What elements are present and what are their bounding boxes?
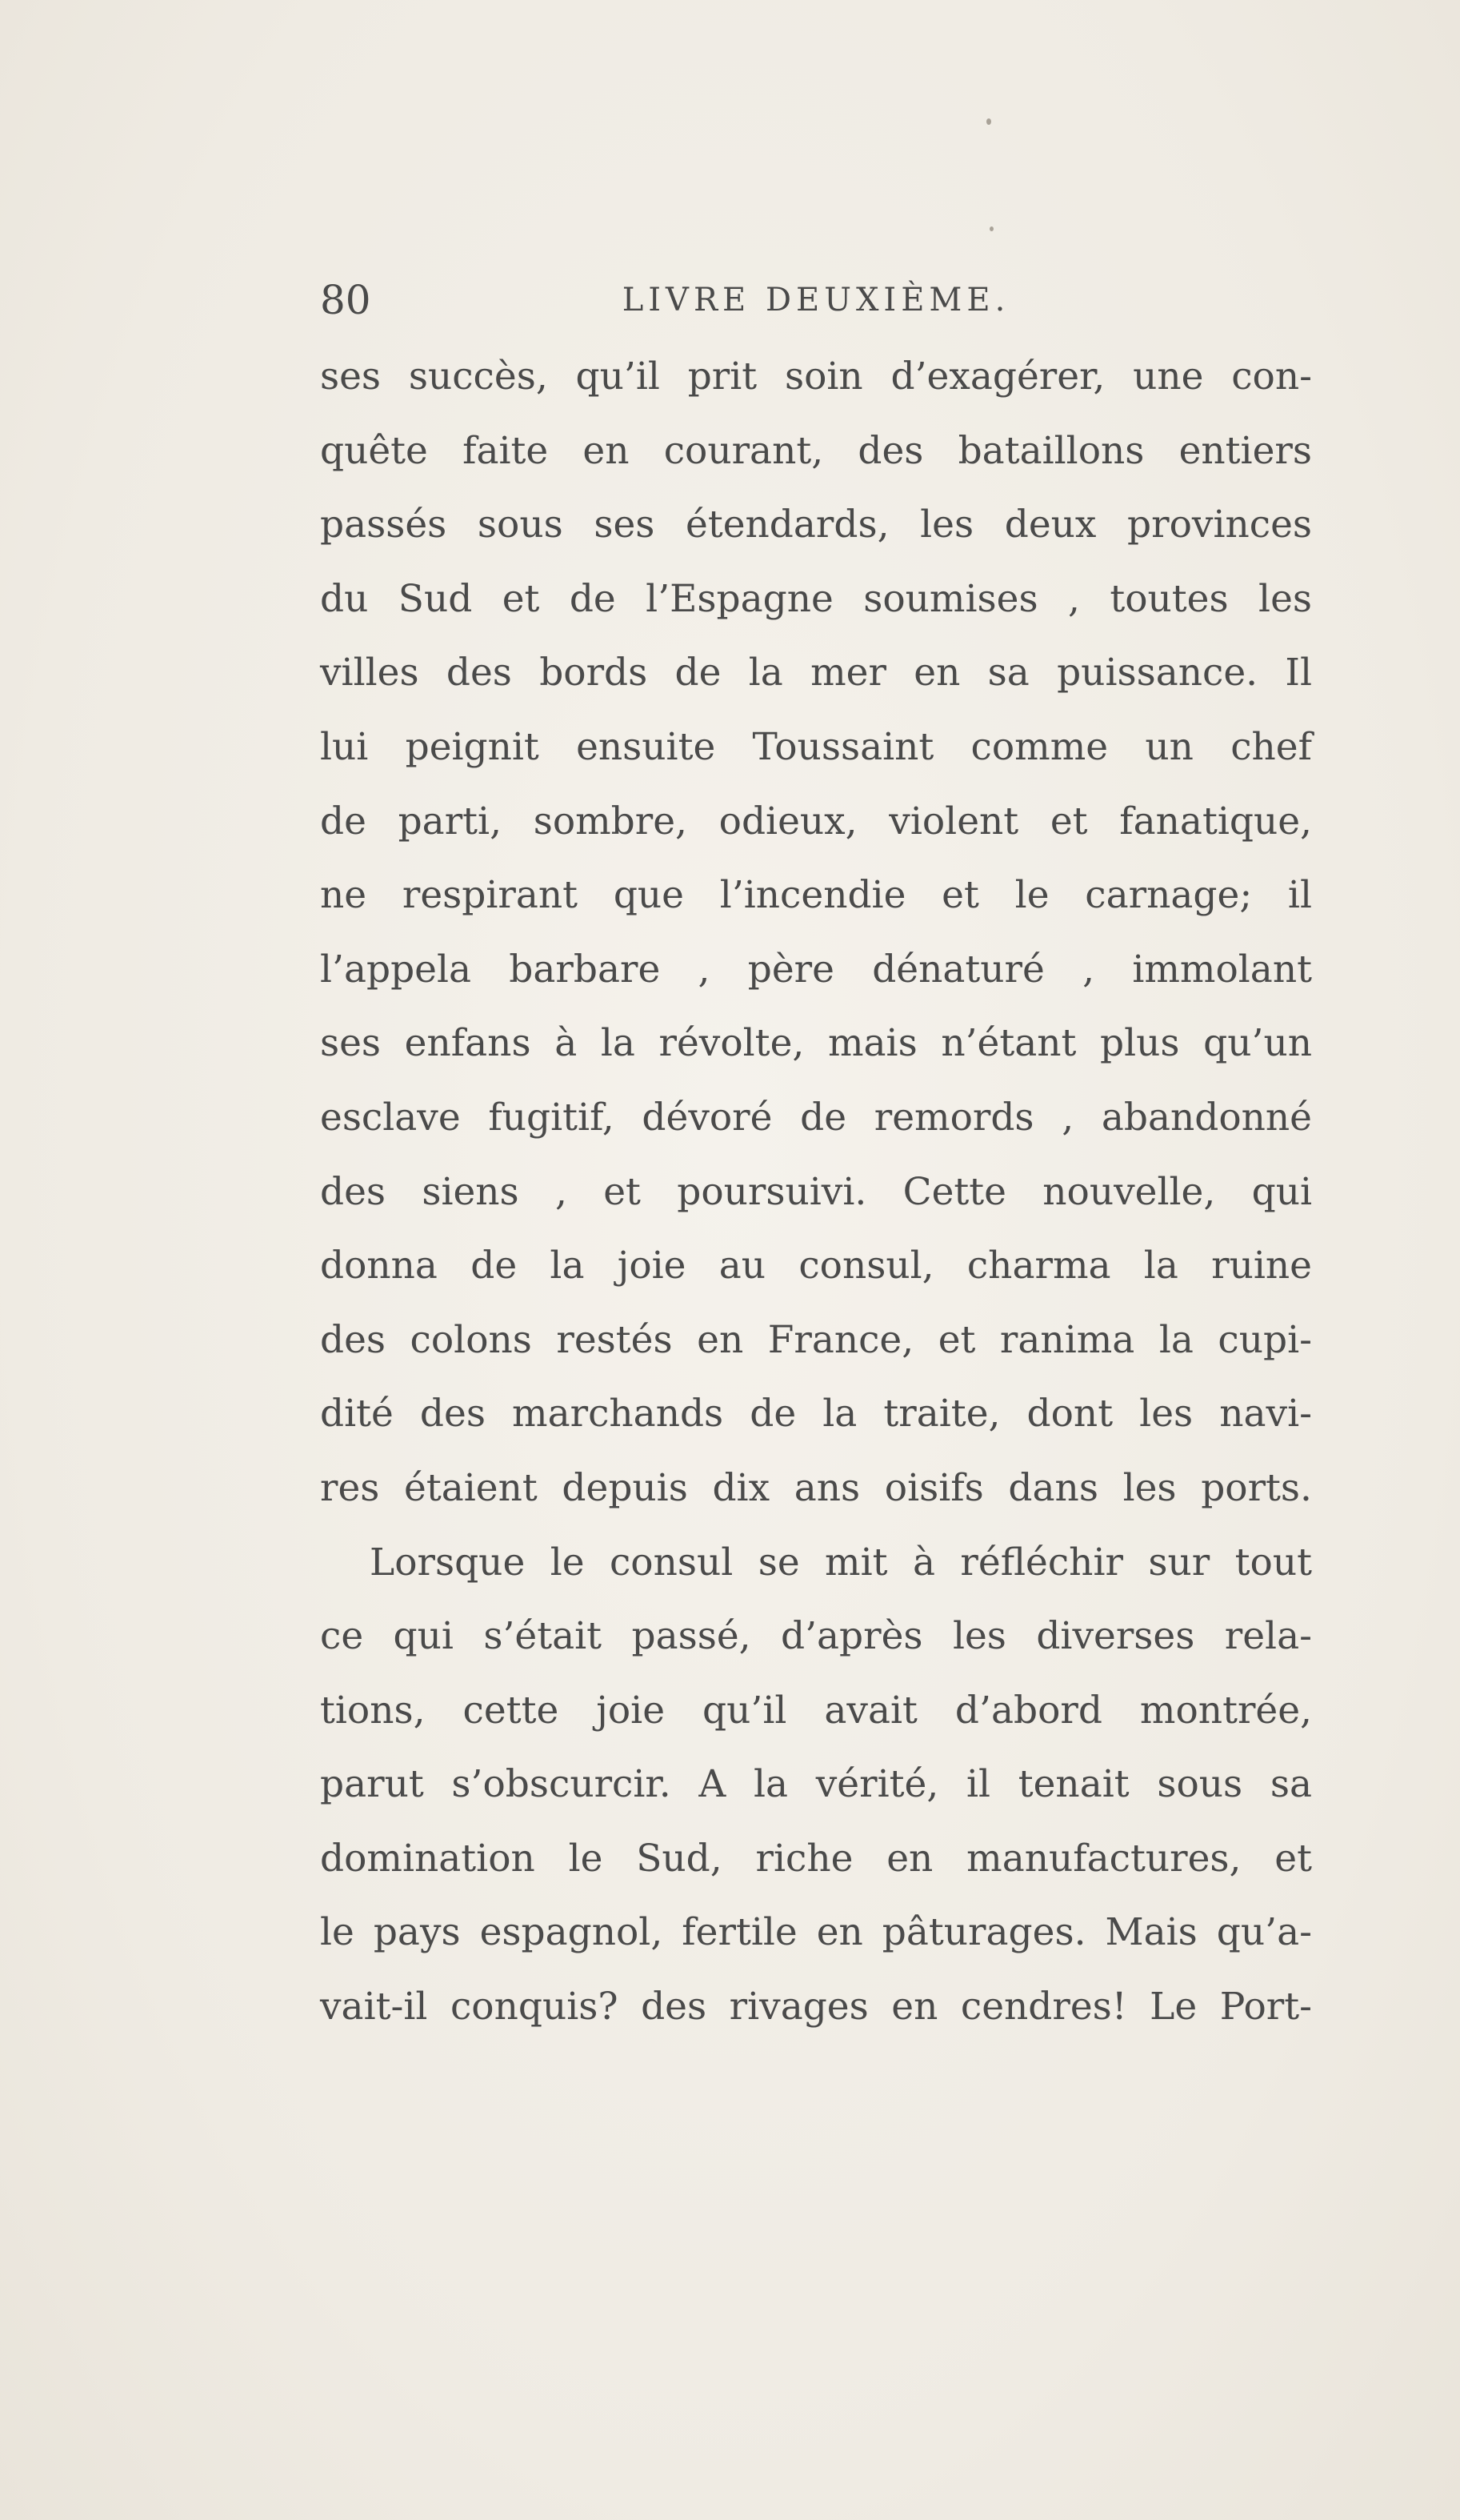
text-line: lui peignit ensuite Toussaint comme un chef: [320, 724, 1312, 769]
text-line: dité des marchands de la traite, dont les navi-: [320, 1392, 1312, 1436]
page-header: [320, 264, 1312, 336]
ink-speck: [990, 226, 994, 231]
text-line: villes des bords de la mer en sa puissance. Il: [320, 651, 1312, 695]
text-line: res étaient depuis dix ans oisifs dans les ports.: [320, 1465, 1312, 1510]
text-line: ses enfans à la révolte, mais n’étant plus qu’un: [320, 1021, 1312, 1066]
page-number: 80: [320, 277, 371, 323]
text-line: quête faite en courant, des bataillons entiers: [320, 428, 1312, 473]
text-line: ce qui s’était passé, d’après les diverses rela-: [320, 1614, 1312, 1659]
text-line: des siens , et poursuivi. Cette nouvelle, qui: [320, 1169, 1312, 1214]
paragraph-start-line: Lorsque le consul se mit à réfléchir sur tout: [370, 1540, 1312, 1585]
text-line: ne respirant que l’incendie et le carnage; il: [320, 873, 1312, 918]
text-line: passés sous ses étendards, les deux provinces: [320, 503, 1312, 547]
text-line: esclave fugitif, dévoré de remords , abandonné: [320, 1095, 1312, 1140]
text-line: vait-il conquis? des rivages en cendres! Le Port-: [320, 1985, 1312, 2029]
body-text: [320, 340, 1312, 2045]
text-line: le pays espagnol, fertile en pâturages. Mais qu’a-: [320, 1910, 1312, 1955]
text-line: tions, cette joie qu’il avait d’abord montrée,: [320, 1688, 1312, 1733]
ink-speck: [986, 118, 991, 125]
text-line: de parti, sombre, odieux, violent et fanatique,: [320, 799, 1312, 843]
text-line: l’appela barbare , père dénaturé , immolant: [320, 947, 1312, 992]
text-line: donna de la joie au consul, charma la ruine: [320, 1244, 1312, 1288]
text-line: ses succès, qu’il prit soin d’exagérer, une con-: [320, 355, 1312, 399]
text-line: du Sud et de l’Espagne soumises , toutes les: [320, 576, 1312, 621]
text-line: parut s’obscurcir. A la vérité, il tenait sous sa: [320, 1762, 1312, 1807]
text-line: des colons restés en France, et ranima la cupi-: [320, 1317, 1312, 1362]
running-head: LIVRE DEUXIÈME.: [622, 282, 1010, 319]
text-line: domination le Sud, riche en manufactures, et: [320, 1836, 1312, 1881]
